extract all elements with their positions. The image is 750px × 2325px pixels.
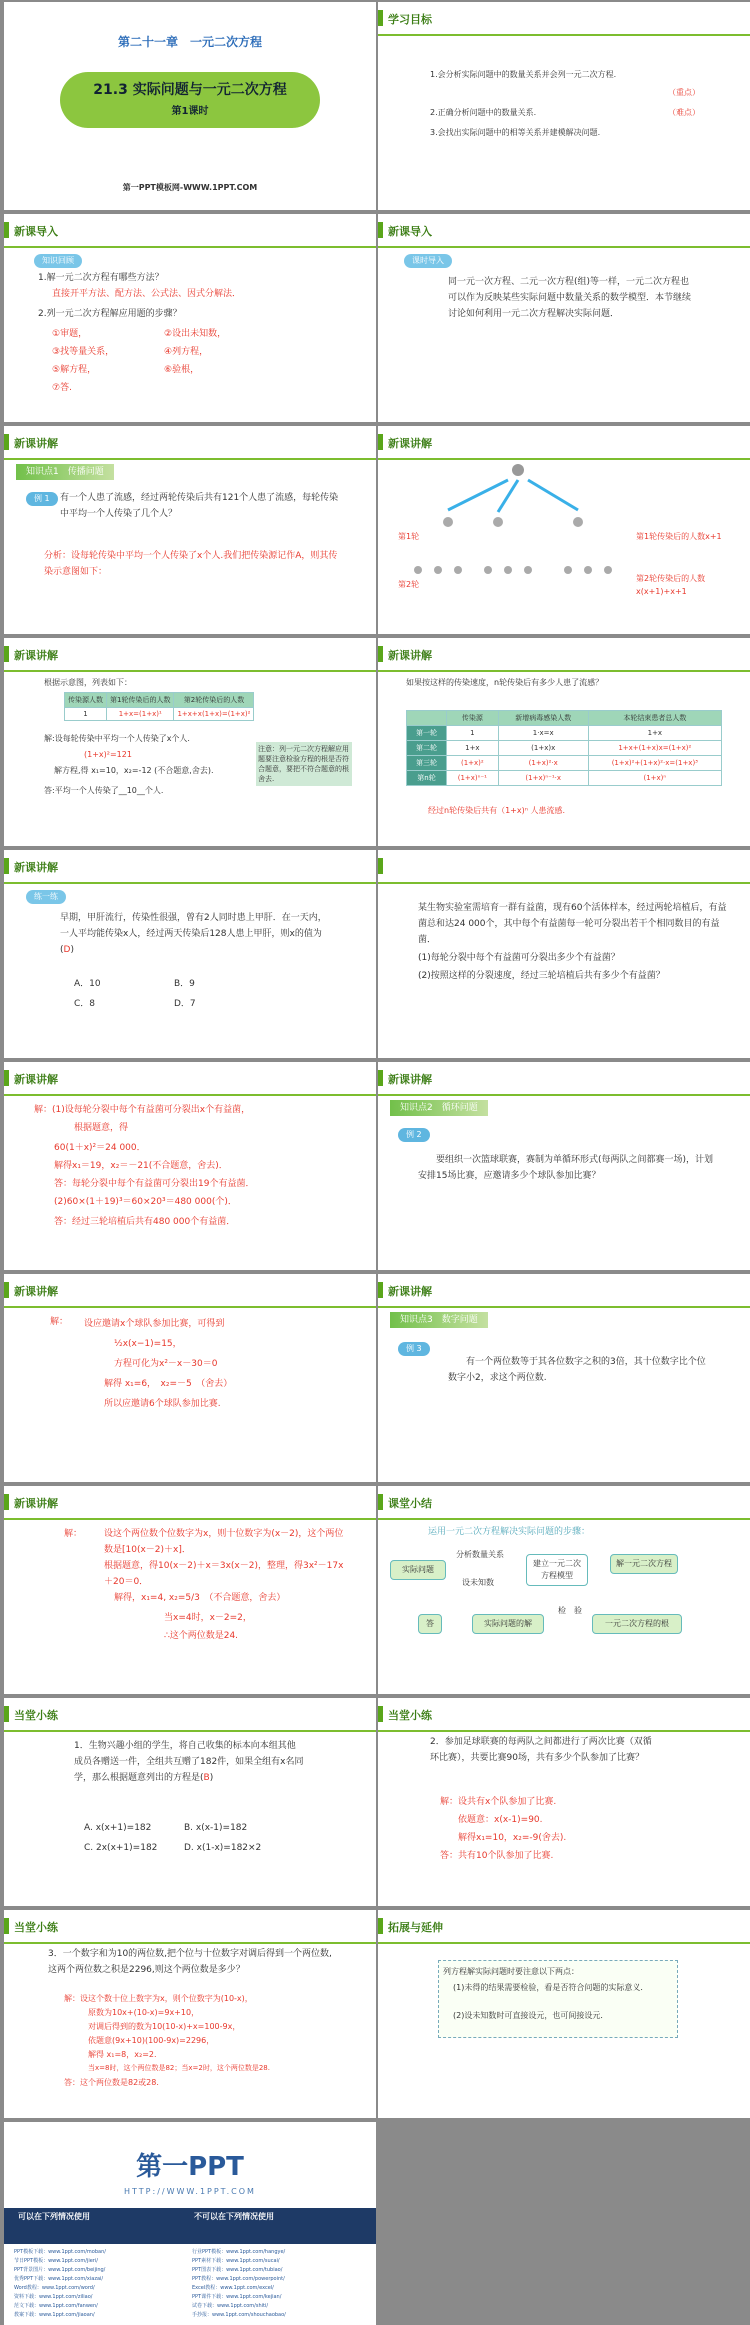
table-cell: 1+x=(1+x)¹	[107, 708, 174, 721]
intro-text: 同一元一次方程、二元一次方程(组)等一样，一元二次方程也可以作为反映某些实际问题中数量关系的数学模型．本节继续讨论如何利用一元二次方程解决实际问题．	[448, 277, 692, 319]
table-cell: (1+x)x	[498, 741, 588, 756]
table-header	[407, 711, 447, 726]
table-header: 第1轮传染后的人数	[107, 693, 174, 708]
tip-2: (2)设未知数时可直接设元，也可间接设元．	[453, 2011, 609, 2020]
step-box-5: 实际问题的解	[472, 1614, 544, 1634]
header-title: 当堂小练	[14, 1709, 58, 1722]
question: 如果按这样的传染速度，n轮传染后有多少人患了流感？	[406, 678, 604, 687]
header-title: 新课讲解	[14, 1285, 58, 1298]
sol-line-4: 解得x₁＝19，x₂＝－21(不合题意，舍去)．	[54, 1161, 228, 1171]
slide-exercise-3	[4, 1910, 376, 2118]
option-a: A．10	[74, 979, 101, 989]
question-text: 早期，甲肝流行，传染性很强，曾有2人同时患上甲肝．在一天内，一人平均能传染x人，经过两天传染后128人患上甲肝，则x的值为(	[60, 913, 327, 955]
forbidden-heading: 不可以在下列情况使用	[194, 2212, 274, 2221]
chapter-title: 第二十一章 一元二次方程	[117, 35, 262, 49]
slide-title	[4, 2, 376, 210]
slide-header	[378, 214, 750, 248]
lesson-title: 21.3 实际问题与一元二次方程	[93, 82, 287, 98]
step-5: ⑤解方程，	[52, 365, 97, 375]
slide-header	[4, 850, 376, 884]
bacteria-part-2: (2)按照这样的分裂速度，经过三轮培植后共有多少个有益菌？	[418, 971, 665, 981]
step-2: ②设出未知数，	[164, 329, 227, 339]
step-box-6: 答	[418, 1614, 442, 1634]
slide-header	[4, 214, 376, 248]
sol-line-3: 方程可化为x²－x－30＝0	[114, 1359, 218, 1369]
resource-link[interactable]: 资料下载：www.1ppt.com/ziliao/	[14, 2294, 93, 2300]
step-label-3: 检 验	[558, 1606, 582, 1615]
header-title: 新课导入	[14, 225, 58, 238]
header-title: 新课讲解	[14, 861, 58, 874]
slide-practice-1	[4, 850, 376, 1058]
slide-header	[378, 1910, 750, 1944]
header-title: 当堂小练	[14, 1921, 58, 1934]
spread-table	[64, 692, 254, 721]
slide-header	[4, 1698, 376, 1732]
header-title: 课堂小结	[388, 1497, 432, 1510]
header-title: 新课讲解	[388, 649, 432, 662]
question-answer: D	[63, 945, 71, 955]
slide-example-1	[4, 426, 376, 634]
slide-goals	[378, 2, 750, 210]
summary-line: 经过n轮传染后共有（1+x)ⁿ 人患流感.	[428, 806, 565, 815]
step-box-3: 解一元二次方程	[610, 1554, 678, 1574]
option-c: C. 2x(x+1)=182	[84, 1843, 158, 1853]
practice-tag: 练一练	[26, 890, 66, 904]
option-c: C．8	[74, 999, 96, 1009]
header-title: 新课讲解	[388, 437, 432, 450]
slide-table-1	[4, 638, 376, 846]
example-badge: 例 3	[398, 1342, 430, 1356]
slide-header	[378, 638, 750, 672]
sol-line-4: 答：共有10个队参加了比赛.	[440, 1851, 554, 1861]
round-1-label: 第1轮	[398, 532, 420, 541]
header-title: 新课讲解	[14, 649, 58, 662]
header-title: 新课讲解	[14, 437, 58, 450]
step-label-1: 分析数量关系	[456, 1550, 504, 1559]
resource-link[interactable]: 试卷下载：www.1ppt.com/shiti/	[192, 2303, 269, 2309]
source-person	[512, 464, 524, 476]
slide-header	[4, 1274, 376, 1308]
sol-line-4: 解得 x₁=6， x₂=－5 （舍去）	[104, 1379, 233, 1389]
question-2: 2.列一元二次方程解应用题的步骤？	[38, 309, 182, 319]
resource-link[interactable]: 范文下载：www.1ppt.com/fanwen/	[14, 2303, 98, 2309]
transmission-diagram	[378, 460, 750, 634]
knowledge-tag: 知识点3 数字问题	[390, 1312, 488, 1328]
sol-line-3: 解得，x₁=4, x₂=5/3 （不合题意，舍去）	[114, 1593, 286, 1603]
slide-header	[4, 1910, 376, 1944]
slide-header	[378, 850, 750, 884]
header-title: 新课讲解	[14, 1497, 58, 1510]
goal-3: 3.会找出实际问题中的相等关系并建模解决问题.	[430, 128, 601, 137]
slide-diagram	[378, 426, 750, 634]
sol-line-6: (2)60×(1＋19)³＝60×20³＝480 000(个)．	[54, 1197, 237, 1207]
summary-title: 运用一元二次方程解决实际问题的步骤：	[428, 1527, 591, 1537]
slide-review	[4, 214, 376, 422]
table-header: 本轮结束患者总人数	[588, 711, 721, 726]
slide-header	[378, 2, 750, 36]
sol-line-1: 设应邀请x个球队参加比赛，可得到	[84, 1319, 225, 1329]
sol-line-5: ∴这个两位数是24.	[164, 1631, 239, 1641]
step-4: ④列方程，	[164, 347, 209, 357]
table-cell: 第三轮	[407, 756, 447, 771]
example-analysis: 分析：设每轮传染中平均一个人传染了x个人.我们把传染源记作A，则其传染示意图如下：	[44, 551, 338, 577]
option-d: D．7	[174, 999, 196, 1009]
tip-1: (1)未得的结果需要检验，看是否符合问题的实际意义．	[453, 1983, 649, 1992]
brand-url: HTTP://WWW.1PPT.COM	[124, 2187, 256, 2196]
table-header: 新增病毒感染人数	[498, 711, 588, 726]
slide-header	[378, 1062, 750, 1096]
step-box-4: 一元二次方程的根	[592, 1614, 682, 1634]
header-title: 新课导入	[388, 225, 432, 238]
step-3: ③找等量关系，	[52, 347, 115, 357]
table-cell: 1	[446, 726, 498, 741]
resource-link[interactable]: PPT模板下载：www.1ppt.com/moban/	[14, 2249, 106, 2255]
resource-link[interactable]: 优秀PPT下载：www.1ppt.com/xiazai/	[14, 2276, 104, 2282]
equation: (1+x)²=121	[84, 750, 132, 759]
slide-exercise-2	[378, 1698, 750, 1906]
table-cell: (1+x)ⁿ⁻¹·x	[498, 771, 588, 786]
step-box-2: 建立一元二次方程模型	[526, 1554, 588, 1586]
sol-line-4: 当x=4时，x－2=2，	[164, 1613, 252, 1623]
table-cell: 1+x+x(1+x)=(1+x)²	[174, 708, 254, 721]
header-title: 新课讲解	[388, 1073, 432, 1086]
table-cell: 1+x+(1+x)x=(1+x)²	[588, 741, 721, 756]
slide-exercise-1	[4, 1698, 376, 1906]
step-label-2: 设未知数	[462, 1578, 494, 1587]
sol-label: 解：	[64, 1529, 83, 1539]
table-cell: (1+x)²·x	[498, 756, 588, 771]
table-header: 传染源	[446, 711, 498, 726]
sol-line-3: 对调后得到的数为10(10-x)+x=100-9x，	[88, 2022, 241, 2031]
resource-link[interactable]: 行业PPT模板：www.1ppt.com/hangye/	[192, 2249, 286, 2255]
goal-1-tag: （重点）	[668, 88, 700, 97]
table-cell: 1+x	[446, 741, 498, 756]
sol-line-2: 依题意：x(x-1)=90.	[458, 1815, 543, 1825]
sol-line-7: 答：经过三轮培植后共有480 000个有益菌．	[54, 1217, 236, 1227]
exercise-question: 2．参加足球联赛的每两队之间都进行了两次比赛（双循环比赛），共要比赛90场，共有多少个队参加了比赛？	[430, 1737, 652, 1763]
slide-solution-1	[4, 1062, 376, 1270]
step-box-1: 实际问题	[390, 1560, 446, 1580]
resource-link[interactable]: PPT背景图片：www.1ppt.com/beijing/	[14, 2267, 106, 2273]
slide-header	[4, 1062, 376, 1096]
example-badge: 例 1	[26, 492, 58, 506]
tips-box	[438, 1960, 678, 2038]
table-cell: 1·x=x	[498, 726, 588, 741]
slide-solution-3	[4, 1486, 376, 1694]
header-title: 新课讲解	[14, 1073, 58, 1086]
step-7: ⑦答.	[52, 383, 72, 393]
sol-line-2: 原数为10x+(10-x)=9x+10，	[88, 2008, 200, 2017]
resource-link[interactable]: 手抄报：www.1ppt.com/shouchaobao/	[192, 2312, 286, 2318]
slide-header	[378, 1698, 750, 1732]
sol-line-2: ½x(x−1)=15，	[114, 1339, 182, 1349]
slide-table-2	[378, 638, 750, 846]
resource-link[interactable]: 节日PPT模板：www.1ppt.com/jieri/	[14, 2258, 98, 2264]
question-1: 1.解一元二次方程有哪些方法？	[38, 273, 164, 283]
sol-line-5: 所以应邀请6个球队参加比赛.	[104, 1399, 221, 1409]
goal-2: 2.正确分析问题中的数量关系.	[430, 108, 537, 117]
slide-header	[378, 1274, 750, 1308]
slide-example-3	[378, 1274, 750, 1482]
header-title: 当堂小练	[388, 1709, 432, 1722]
example-badge: 例 2	[398, 1128, 430, 1142]
slide-brand	[4, 2122, 376, 2325]
brand-banner	[4, 2208, 376, 2244]
example-question: 有一个两位数等于其各位数字之积的3倍，其十位数字比个位数字小2，求这个两位数.	[448, 1357, 706, 1383]
slide-example-2	[378, 1062, 750, 1270]
option-b: B. x(x-1)=182	[184, 1823, 248, 1833]
sol-line-1: 设这个两位数个位数字为x，则十位数字为(x－2)，这个两位数是[10(x－2)＋x]．	[104, 1529, 344, 1555]
solution-line: 解:设每轮传染中平均一个人传染了x个人.	[44, 734, 190, 743]
resource-link[interactable]: 教案下载：www.1ppt.com/jiaoan/	[14, 2312, 95, 2318]
sol-line-3: 60(1＋x)²＝24 000．	[54, 1143, 146, 1153]
table-header: 传染源人数	[65, 693, 107, 708]
sol-line-2: 根据题意，得10(x－2)＋x＝3x(x－2)，整理，得3x²－17x＋20＝0．	[104, 1561, 344, 1587]
option-d: D. x(1-x)=182×2	[184, 1843, 262, 1853]
bacteria-part-1: (1)每轮分裂中每个有益菌可分裂出多少个有益菌？	[418, 953, 620, 963]
table-cell: (1+x)²+(1+x)²·x=(1+x)³	[588, 756, 721, 771]
practice-question: 早期，甲肝流行，传染性很强，曾有2人同时患上甲肝．在一天内，一人平均能传染x人，经过两天传染后128人患上甲肝，则x的值为(D)	[60, 913, 327, 955]
round-table	[406, 710, 722, 786]
table-cell: (1+x)²	[446, 756, 498, 771]
sol-line-3: 解得x₁=10，x₂=-9(舍去).	[458, 1833, 567, 1843]
step-6: ⑥验根，	[164, 365, 200, 375]
table-cell: 1+x	[588, 726, 721, 741]
resource-link[interactable]: PPT课件下载：www.1ppt.com/kejian/	[192, 2294, 282, 2300]
sol-line-6: 当x=8时，这个两位数是82；当x=2时，这个两位数是28.	[88, 2064, 270, 2072]
resource-link[interactable]: Excel教程：www.1ppt.com/excel/	[192, 2285, 274, 2291]
table-intro: 根据示意图，列表如下：	[44, 678, 132, 687]
slide-header	[4, 426, 376, 460]
question-text: 1．生物兴趣小组的学生，将自己收集的标本向本组其他成员各赠送一件，全组共互赠了182件，如果全组有x名同学，那么根据题意列出的方程是(	[74, 1741, 304, 1783]
table-cell: (1+x)ⁿ⁻¹	[446, 771, 498, 786]
table-cell: 1	[65, 708, 107, 721]
note-box: 注意：列一元二次方程解应用题要注意检验方程的根是否符合题意，要把不符合题意的根舍去.	[256, 742, 352, 786]
slide-header	[378, 1486, 750, 1520]
slide-header	[378, 426, 750, 460]
table-header: 第2轮传染后的人数	[174, 693, 254, 708]
slide-practice-2	[378, 850, 750, 1058]
slide-solution-2	[4, 1274, 376, 1482]
sol-line-1: 解：(1)设每轮分裂中每个有益菌可分裂出x个有益菌，	[34, 1105, 251, 1115]
option-b: B．9	[174, 979, 195, 989]
question-answer: B	[203, 1773, 210, 1783]
title-badge	[60, 72, 320, 128]
goal-2-tag: （难点）	[668, 108, 700, 117]
sol-line-5: 答：每轮分裂中每个有益菌可分裂出19个有益菌．	[54, 1179, 255, 1189]
round-2-count: 第2轮传染后的人数x(x+1)+x+1	[636, 574, 706, 596]
knowledge-tag: 知识点2 循环问题	[390, 1100, 488, 1116]
knowledge-tag: 知识点1 传播问题	[16, 464, 114, 480]
brand-logo: 第一PPT	[136, 2152, 244, 2182]
review-tag: 知识回顾	[34, 254, 82, 268]
goal-1: 1.会分析实际问题中的数量关系并会列一元二次方程.	[430, 70, 617, 79]
exercise-question: 3．一个数字和为10的两位数,把个位与十位数字对调后得到一个两位数,这两个两位数之积是2296,则这个两位数是多少？	[48, 1949, 332, 1975]
site-footer: 第一PPT模板网-WWW.1PPT.COM	[122, 183, 258, 192]
resource-link[interactable]: Word教程：www.1ppt.com/word/	[14, 2285, 95, 2291]
lesson-subtitle: 第1课时	[171, 106, 209, 117]
example-question: 要组织一次篮球联赛，赛制为单循环形式(每两队之间都赛一场)，计划安排15场比赛，应邀请多少个球队参加比赛？	[418, 1155, 714, 1181]
example-question: 有一个人患了流感，经过两轮传染后共有121个人患了流感，每轮传染中平均一个人传染了几个人？	[60, 493, 339, 519]
round-1-count: 第1轮传染后的人数x+1	[636, 532, 722, 541]
round-2-label: 第2轮	[398, 580, 420, 589]
answer-1: 直接开平方法、配方法、公式法、因式分解法．	[52, 289, 242, 299]
sol-line-1: 解：设这个数十位上数字为x，则个位数字为(10-x)，	[64, 1994, 253, 2003]
option-a: A. x(x+1)=182	[84, 1823, 152, 1833]
sol-line-7: 答：这个两位数是82或28.	[64, 2078, 159, 2087]
sol-line-1: 解：设共有x个队参加了比赛.	[440, 1797, 557, 1807]
step-1: ①审题，	[52, 329, 88, 339]
allowed-heading: 可以在下列情况使用	[18, 2212, 90, 2221]
table-cell: 第n轮	[407, 771, 447, 786]
table-cell: 第二轮	[407, 741, 447, 756]
resource-link[interactable]: PPT教程：www.1ppt.com/powerpoint/	[192, 2276, 285, 2282]
slide-header	[4, 1486, 376, 1520]
header-title: 拓展与延伸	[388, 1921, 443, 1934]
bacteria-question: 某生物实验室需培育一群有益菌，现有60个活体样本，经过两轮培植后，有益菌总和达24 000个，其中每个有益菌每一轮可分裂出若干个相同数目的有益菌．	[418, 903, 727, 945]
header-title: 学习目标	[388, 13, 432, 26]
tip-title: 列方程解实际问题时要注意以下两点：	[443, 1967, 579, 1976]
slide-extension	[378, 1910, 750, 2118]
exercise-question: 1．生物兴趣小组的学生，将自己收集的标本向本组其他成员各赠送一件，全组共互赠了182件，如果全组有x名同学，那么根据题意列出的方程是(B)	[74, 1741, 304, 1783]
sol-line-4: 依题意(9x+10)(100-9x)=2296，	[88, 2036, 215, 2045]
sol-line-2: 根据题意，得	[74, 1123, 129, 1133]
slide-intro	[378, 214, 750, 422]
resource-link[interactable]: PPT素材下载：www.1ppt.com/sucai/	[192, 2258, 280, 2264]
table-cell: (1+x)ⁿ	[588, 771, 721, 786]
intro-tag: 课时导入	[404, 254, 452, 268]
resource-link[interactable]: PPT图表下载：www.1ppt.com/tubiao/	[192, 2267, 283, 2273]
slide-header	[4, 638, 376, 672]
solve-line: 解方程,得 x₁=10，x₂=-12 (不合题意,舍去).	[54, 766, 214, 775]
sol-line-5: 解得 x₁=8，x₂=2.	[88, 2050, 157, 2059]
header-title: 新课讲解	[388, 1285, 432, 1298]
answer-line: 答:平均一个人传染了__10__个人.	[44, 786, 164, 795]
slide-summary	[378, 1486, 750, 1694]
sol-label: 解：	[50, 1317, 69, 1327]
table-cell: 第一轮	[407, 726, 447, 741]
